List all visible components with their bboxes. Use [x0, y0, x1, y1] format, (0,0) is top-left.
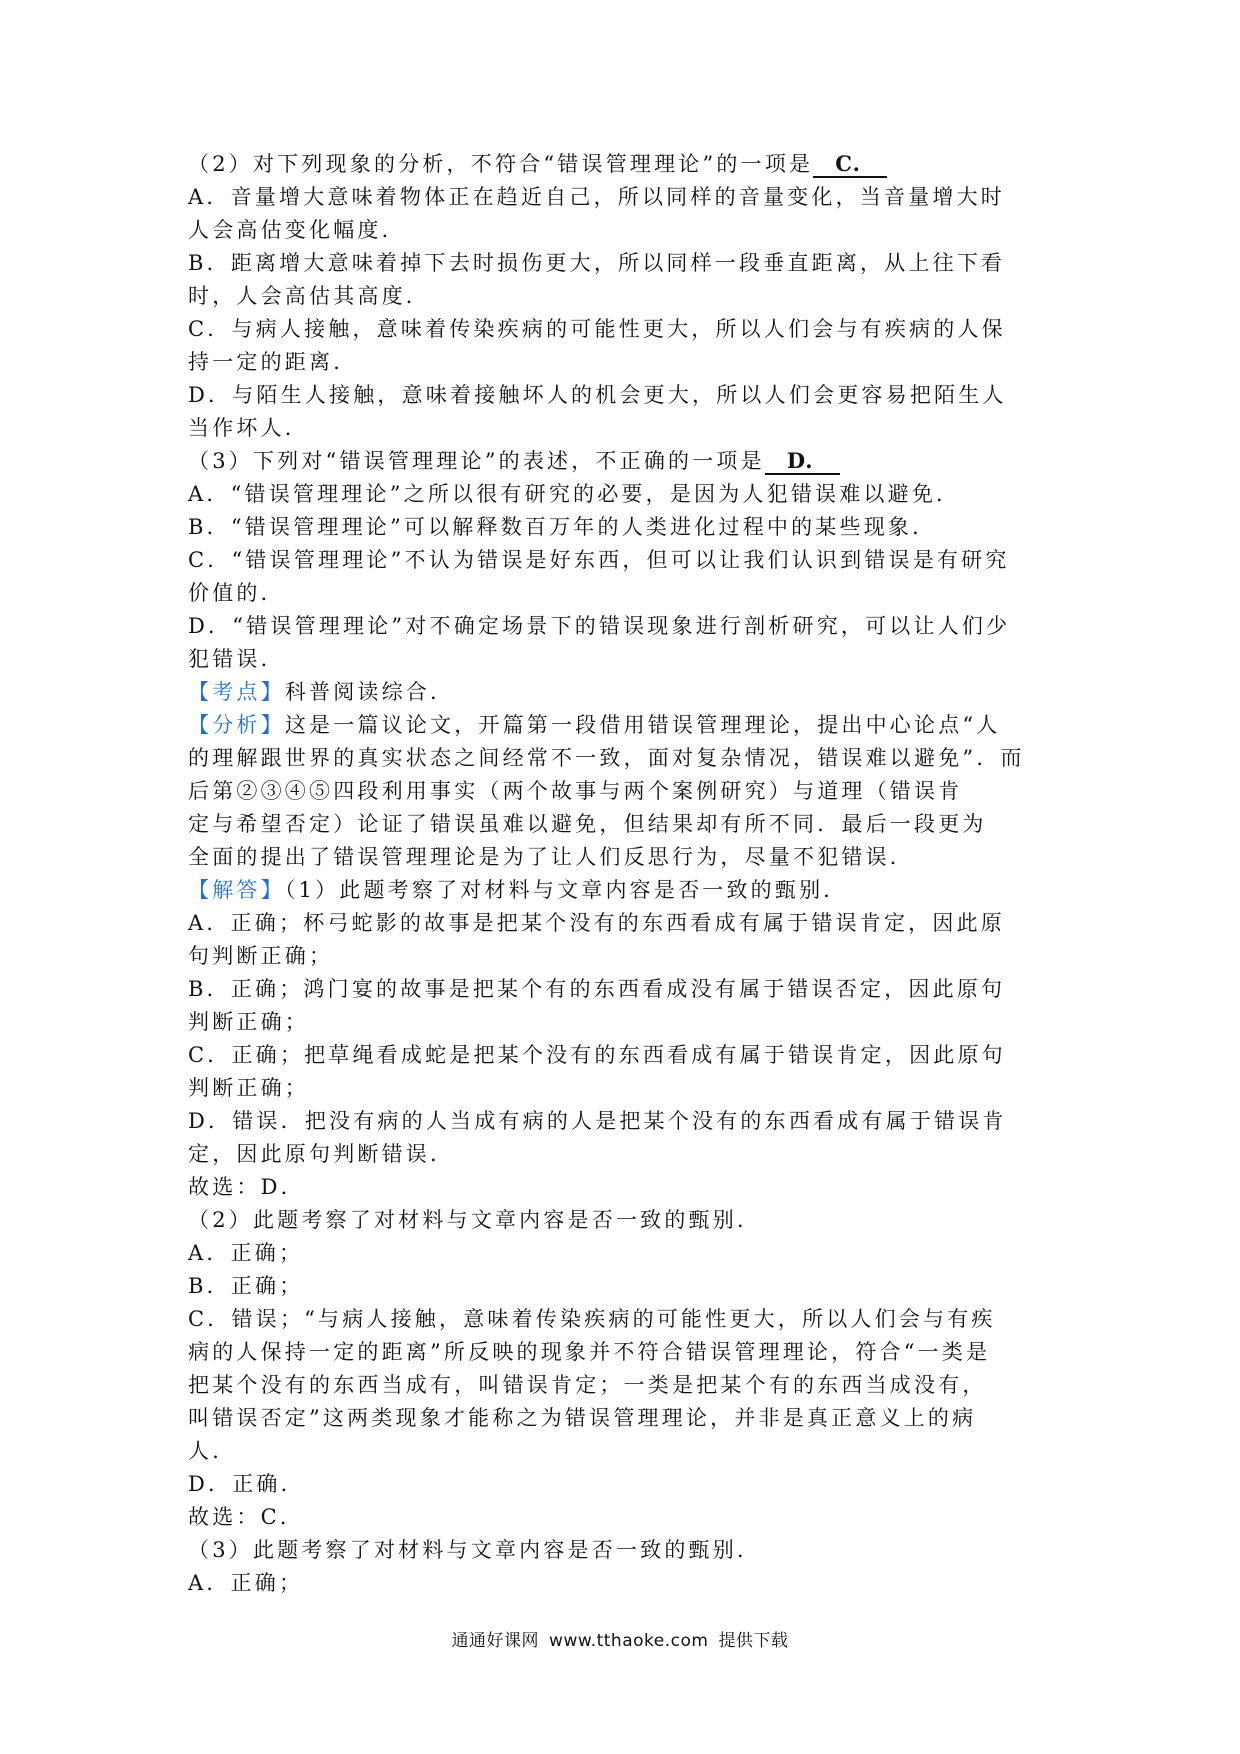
document-body	[188, 148, 1058, 1600]
jieda-line: 人．	[188, 1439, 237, 1463]
footer-site: 通通好课网	[451, 1631, 540, 1651]
q2-stem	[188, 148, 1058, 181]
q2-option-line: 时，人会高估其高度．	[188, 284, 430, 308]
fenxi-line: 的理解跟世界的真实状态之间经常不一致，面对复杂情况，错误难以避免”．而	[188, 746, 1025, 770]
jieda-line: 定，因此原句判断错误．	[188, 1142, 455, 1166]
jieda-line: 把某个没有的东西当成有，叫错误肯定；一类是把某个有的东西当成没有，	[188, 1373, 987, 1397]
jieda-line: A．正确；杯弓蛇影的故事是把某个没有的东西看成有属于错误肯定，因此原	[188, 911, 1005, 935]
jieda-tag: 【解答】	[188, 878, 285, 902]
jieda-line: C．正确；把草绳看成蛇是把某个没有的东西看成有属于错误肯定，因此原句	[188, 1043, 1006, 1067]
kaodian-section	[188, 676, 1058, 709]
kaodian-text: 科普阅读综合．	[284, 680, 455, 704]
q3-options	[188, 478, 1058, 676]
q3-option-line: C．“错误管理理论”不认为错误是好东西，但可以让我们认识到错误是有研究	[188, 548, 1010, 572]
q3-option-line: B．“错误管理理论”可以解释数百万年的人类进化过程中的某些现象．	[188, 515, 937, 539]
jieda-line: B．正确；	[188, 1274, 304, 1298]
q3-option-line: A．“错误管理理论”之所以很有研究的必要，是因为人犯错误难以避免．	[188, 482, 961, 506]
jieda-line: 判断正确；	[188, 1076, 309, 1100]
q2-option-line: C．与病人接触，意味着传染疾病的可能性更大，所以人们会与有疾病的人保	[188, 317, 1006, 341]
jieda-line: 故选：C．	[188, 1505, 305, 1529]
q2-option-line: A．音量增大意味着物体正在趋近自己，所以同样的音量变化，当音量增大时	[188, 185, 1005, 209]
q3-stem-text: （3）下列对“错误管理理论”的表述，不正确的一项是	[188, 449, 765, 473]
q3-stem	[188, 445, 1058, 478]
q2-options	[188, 181, 1058, 445]
jieda-line: C．错误；“与病人接触，意味着传染疾病的可能性更大，所以人们会与有疾	[188, 1307, 996, 1331]
jieda-section	[188, 874, 1058, 907]
jieda-line: （2）此题考察了对材料与文章内容是否一致的甄别．	[188, 1208, 762, 1232]
jieda-line: A．正确；	[188, 1571, 304, 1595]
fenxi-section	[188, 709, 1058, 742]
q2-stem-text: （2）对下列现象的分析，不符合“错误管理理论”的一项是	[188, 152, 814, 176]
q2-option-line: D．与陌生人接触，意味着接触坏人的机会更大，所以人们会更容易把陌生人	[188, 383, 1007, 407]
q2-option-line: 当作坏人．	[188, 416, 309, 440]
kaodian-tag: 【考点】	[188, 680, 285, 704]
fenxi-body	[188, 742, 1058, 874]
q2-answer-blank: C.	[813, 152, 887, 178]
jieda-line: 叫错误否定”这两类现象才能称之为错误管理理论，并非是真正意义上的病	[188, 1406, 977, 1430]
jieda-line: 病的人保持一定的距离”所反映的现象并不符合错误管理理论，符合“一类是	[188, 1340, 991, 1364]
fenxi-line: 后第②③④⑤四段利用事实（两个故事与两个案例研究）与道理（错误肯	[188, 779, 963, 803]
q2-option-line: B．距离增大意味着掉下去时损伤更大，所以同样一段垂直距离，从上往下看	[188, 251, 1006, 275]
q3-option-line: 犯错误．	[188, 647, 285, 671]
fenxi-first-line: 这是一篇议论文，开篇第一段借用错误管理理论，提出中心论点“人	[284, 713, 1001, 737]
page-footer	[0, 1626, 1240, 1651]
q3-option-line: D．“错误管理理论”对不确定场景下的错误现象进行剖析研究，可以让人们少	[188, 614, 1011, 638]
jieda-line: 故选：D．	[188, 1175, 305, 1199]
q2-option-line: 持一定的距离．	[188, 350, 358, 374]
q3-option-line: 价值的．	[188, 581, 285, 605]
jieda-line: D．正确．	[188, 1472, 305, 1496]
jieda-line: 句判断正确；	[188, 944, 334, 968]
jieda-line: D．错误．把没有病的人当成有病的人是把某个没有的东西看成有属于错误肯	[188, 1109, 1007, 1133]
footer-url: www.tthaoke.com	[549, 1631, 709, 1651]
fenxi-line: 定与希望否定）论证了错误虽难以避免，但结果却有所不同．最后一段更为	[188, 812, 987, 836]
jieda-line: （3）此题考察了对材料与文章内容是否一致的甄别．	[188, 1538, 762, 1562]
jieda-first-line: （1）此题考察了对材料与文章内容是否一致的甄别．	[284, 878, 848, 902]
jieda-line: B．正确；鸿门宴的故事是把某个有的东西看成没有属于错误否定，因此原句	[188, 977, 1006, 1001]
fenxi-tag: 【分析】	[188, 713, 285, 737]
jieda-line: A．正确；	[188, 1241, 304, 1265]
jieda-body	[188, 907, 1058, 1600]
q2-option-line: 人会高估变化幅度．	[188, 218, 406, 242]
jieda-line: 判断正确；	[188, 1010, 309, 1034]
q3-answer-blank: D.	[765, 449, 840, 475]
fenxi-line: 全面的提出了错误管理理论是为了让人们反思行为，尽量不犯错误．	[188, 845, 914, 869]
footer-note: 提供下载	[718, 1631, 789, 1651]
